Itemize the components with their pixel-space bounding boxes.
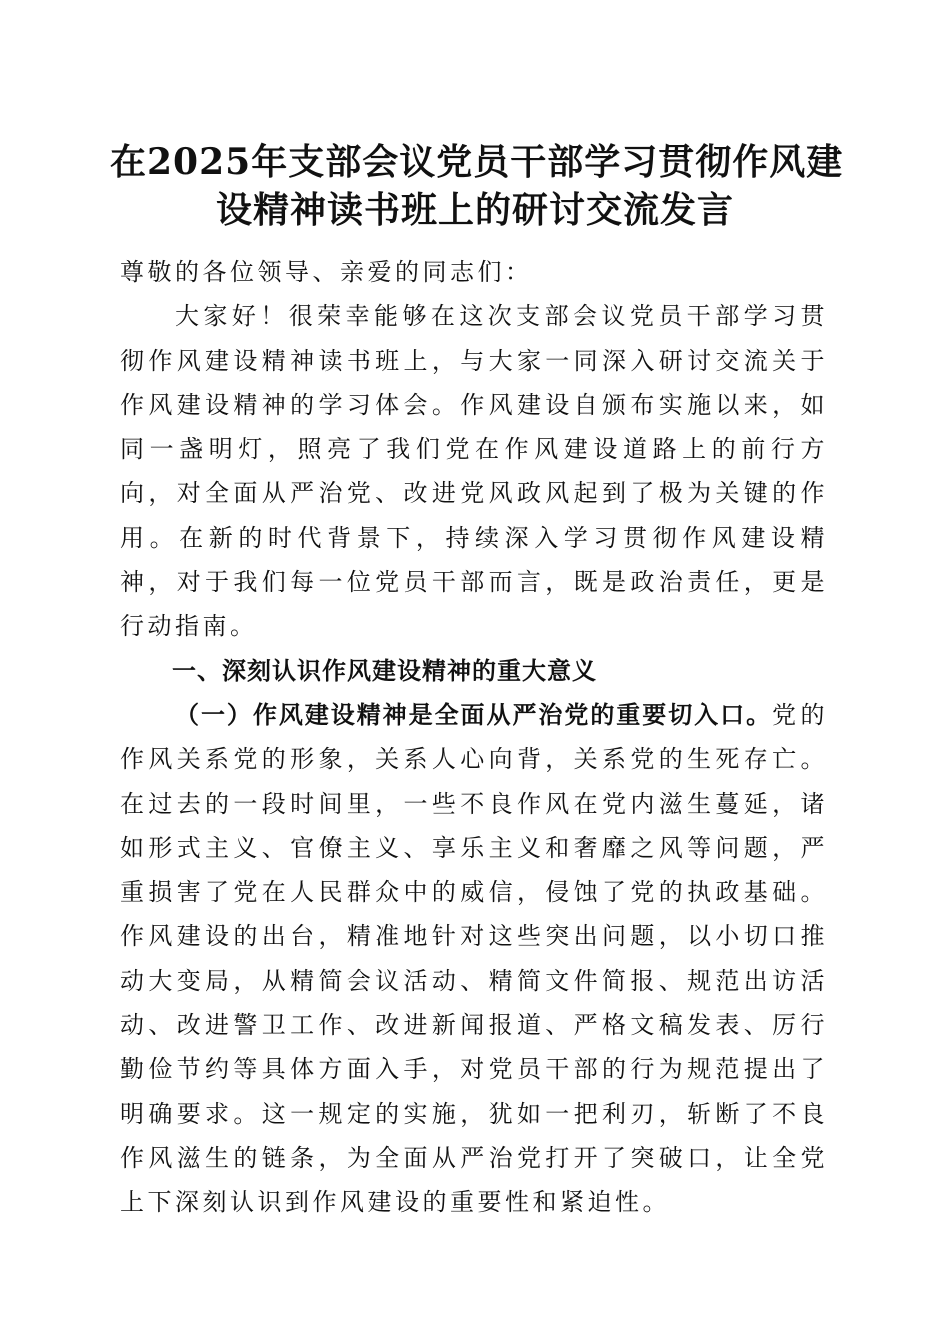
document-title-line-2: 设精神读书班上的研讨交流发言: [215, 189, 734, 231]
subsection-paragraph-1: [120, 693, 828, 1225]
document-title-line-1: 在2025年支部会议党员干部学习贯彻作风建: [110, 141, 844, 183]
document-body: [120, 250, 828, 1225]
opening-paragraph: 大家好！很荣幸能够在这次支部会议党员干部学习贯彻作风建设精神读书班上，与大家一同深入研讨交流关于作风建设精神的学习体会。作风建设自颁布实施以来，如同一盏明灯，照亮了我们党在作风建设道路上的前行方向，对全面从严治党、改进党风政风起到了极为关键的作用。在新的时代背景下，持续深入学习贯彻作风建设精神，对于我们每一位党员干部而言，既是政治责任，更是行动指南。: [120, 302, 828, 641]
subsection-heading-1: （一）作风建设精神是全面从严治党的重要切入口。: [175, 700, 773, 729]
section-heading-1: 一、深刻认识作风建设精神的重大意义: [172, 656, 597, 685]
subsection-body-1: 党的作风关系党的形象，关系人心向背，关系党的生死存亡。在过去的一段时间里，一些不良作风在党内滋生蔓延，诸如形式主义、官僚主义、享乐主义和奢靡之风等问题，严重损害了党在人民群众中的威信，侵蚀了党的执政基础。作风建设的出台，精准地针对这些突出问题，以小切口推动大变局，从精简会议活动、精简文件简报、规范出访活动、改进警卫工作、改进新闻报道、严格文稿发表、厉行勤俭节约等具体方面入手，对党员干部的行为规范提出了明确要求。这一规定的实施，犹如一把利刃，斩断了不良作风滋生的链条，为全面从严治党打开了突破口，让全党上下深刻认识到作风建设的重要性和紧迫性。: [120, 700, 829, 1217]
salutation: 尊敬的各位领导、亲爱的同志们：: [120, 258, 533, 286]
